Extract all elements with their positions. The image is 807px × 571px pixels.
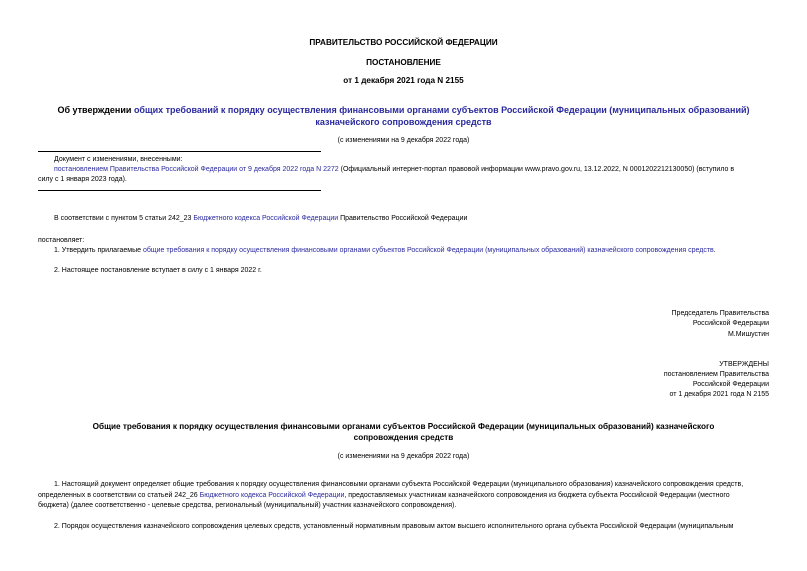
revision-link[interactable]: постановлением Правительства Российской Федерации от 9 декабря 2022 года N 2272 xyxy=(54,166,339,173)
document-date-number: от 1 декабря 2021 года N 2155 xyxy=(343,76,464,85)
signature-country: Российской Федерации xyxy=(692,320,769,327)
item-1 xyxy=(54,246,716,256)
requirements-title-line1: Общие требования к порядку осуществления финансовыми органами субъектов Российской Федерации (муниципальных образований) казначейского xyxy=(92,422,715,431)
budget-code-link[interactable]: Бюджетного кодекса Российской Федерации xyxy=(193,215,339,222)
item-1-end: . xyxy=(713,247,716,254)
preamble-text-end: Правительство Российской Федерации xyxy=(338,215,468,222)
requirements-link[interactable]: общие требования к порядку осуществления финансовыми органами субъектов Российской Федерации (муниципальных образований) казначейского сопровождения средств xyxy=(142,247,714,254)
signature-position: Председатель Правительства xyxy=(671,310,769,317)
signature-name: М.Мишустин xyxy=(727,331,769,338)
preamble xyxy=(54,214,467,224)
resolves-text: постановляет: xyxy=(38,237,85,244)
changes-note-2: (с изменениями на 9 декабря 2022 года) xyxy=(337,453,470,460)
approved-line4: от 1 декабря 2021 года N 2155 xyxy=(669,391,769,398)
item-1-text: 1. Утвердить прилагаемые xyxy=(54,247,143,254)
document-type: ПОСТАНОВЛЕНИЕ xyxy=(366,58,441,67)
title-prefix: Об утверждении xyxy=(57,105,134,115)
document-title-line1 xyxy=(0,104,807,116)
divider-top xyxy=(38,151,321,152)
document-title-line2[interactable]: казначейского сопровождения средств xyxy=(315,117,492,127)
revisions-line2 xyxy=(54,165,734,175)
item-2: 2. Настоящее постановление вступает в силу с 1 января 2022 г. xyxy=(54,267,262,274)
divider-bottom xyxy=(38,190,321,191)
revisions-line3: силу с 1 января 2023 года). xyxy=(38,176,127,183)
requirements-title-line2: сопровождения средств xyxy=(353,433,454,442)
para-1-line2 xyxy=(38,491,730,501)
para-1-line1: 1. Настоящий документ определяет общие требования к порядку осуществления финансовыми органами субъекта Российской Федерации (муниципального образования) казначейского сопровождения средств, xyxy=(54,481,744,488)
para-1-line3: бюджета) (далее соответственно - целевые средства, региональный (муниципальный) участник казначейского сопровождения). xyxy=(38,502,457,509)
para-1-text-cont: , предоставляемых участникам казначейского сопровождения из бюджета субъекта Российской Федерации (местного xyxy=(344,492,730,499)
para-1-budget-code-link[interactable]: Бюджетного кодекса Российской Федерации xyxy=(199,492,345,499)
para-1-text: определенных в соответствии со статьей 242_26 xyxy=(38,492,200,499)
para-2-line1: 2. Порядок осуществления казначейского сопровождения целевых средств, установленный нормативным правовым актом высшего исполнительного органа субъекта Российской Федерации (муниципальным xyxy=(54,523,734,530)
preamble-text: В соответствии с пунктом 5 статьи 242_23 xyxy=(54,215,194,222)
title-link[interactable]: общих требований к порядку осуществления финансовыми органами субъектов Российской Федерации (муниципальных образований) xyxy=(133,105,750,115)
approved-line2: постановлением Правительства xyxy=(663,371,769,378)
revision-source: (Официальный интернет-портал правовой информации www.pravo.gov.ru, 13.12.2022, N 0001202212130050) (вступило в xyxy=(338,166,735,173)
approved-line3: Российской Федерации xyxy=(692,381,769,388)
changes-note: (с изменениями на 9 декабря 2022 года) xyxy=(337,137,470,144)
revisions-line1: Документ с изменениями, внесенными: xyxy=(54,156,183,163)
government-heading: ПРАВИТЕЛЬСТВО РОССИЙСКОЙ ФЕДЕРАЦИИ xyxy=(309,38,498,47)
approved-heading: УТВЕРЖДЕНЫ xyxy=(719,361,769,368)
